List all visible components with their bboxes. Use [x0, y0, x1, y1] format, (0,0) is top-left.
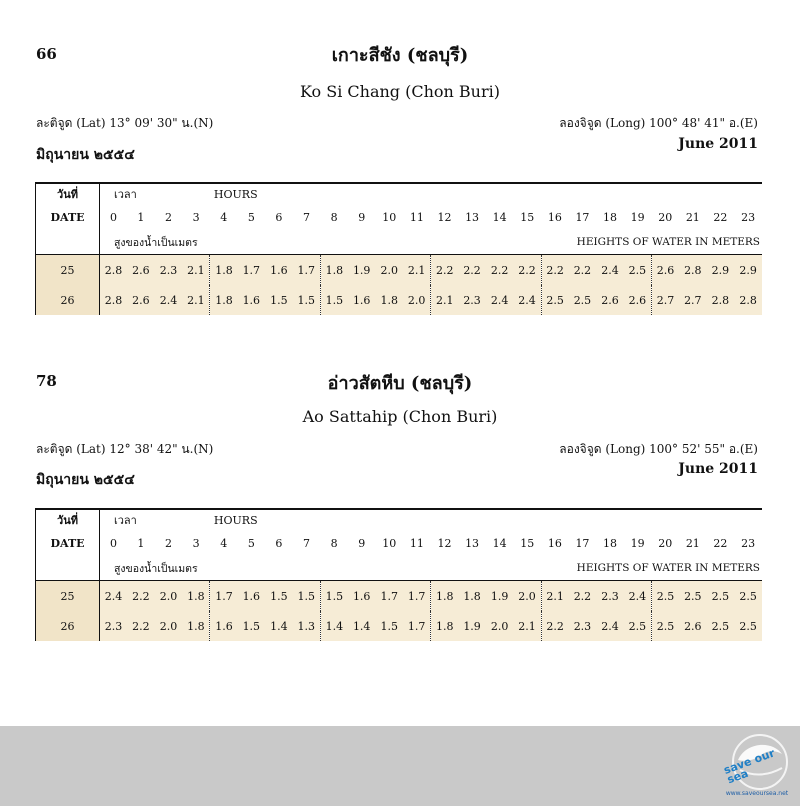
- height-value-cell: 1.7: [238, 255, 266, 286]
- hour-label: 3: [182, 530, 210, 556]
- height-value-cell: 2.4: [513, 285, 541, 315]
- hour-label: 23: [734, 530, 762, 556]
- hour-label: 1: [127, 530, 155, 556]
- hours-header: HOURS: [210, 183, 762, 204]
- hour-label: 23: [734, 204, 762, 230]
- height-value-cell: 2.2: [127, 581, 155, 612]
- hour-label: 15: [513, 204, 541, 230]
- height-value-cell: 2.2: [458, 255, 486, 286]
- height-value-cell: 2.5: [624, 255, 652, 286]
- hour-label: 10: [375, 204, 403, 230]
- height-value-cell: 2.2: [569, 581, 597, 612]
- hour-label: 11: [403, 530, 431, 556]
- hour-label: 13: [458, 204, 486, 230]
- hours-row: [36, 204, 763, 230]
- height-value-cell: 2.0: [155, 581, 183, 612]
- hour-label: 10: [375, 530, 403, 556]
- height-value-cell: 1.5: [320, 285, 348, 315]
- hour-label: 7: [293, 204, 321, 230]
- height-value-cell: 2.5: [734, 611, 762, 641]
- height-value-cell: 1.7: [403, 581, 431, 612]
- date-cell: 26: [36, 611, 100, 641]
- hour-label: 4: [210, 204, 238, 230]
- month-english: June 2011: [678, 461, 758, 477]
- height-value-cell: 2.5: [569, 285, 597, 315]
- hour-label: 11: [403, 204, 431, 230]
- height-value-cell: 2.1: [182, 255, 210, 286]
- height-value-cell: 2.8: [707, 285, 735, 315]
- header-row-top: [36, 509, 763, 530]
- page-number: 66: [36, 45, 57, 63]
- height-value-cell: 1.8: [210, 255, 238, 286]
- height-value-cell: 1.7: [210, 581, 238, 612]
- date-header-english: DATE: [36, 530, 100, 556]
- height-value-cell: 2.6: [679, 611, 707, 641]
- longitude-label: ลองจิจูด (Long) 100° 52' 55" อ.(E): [559, 442, 758, 456]
- height-value-cell: 2.5: [541, 285, 569, 315]
- height-value-cell: 1.6: [348, 581, 376, 612]
- height-value-cell: 1.5: [375, 611, 403, 641]
- height-label-row: [36, 556, 763, 581]
- height-value-cell: 1.5: [320, 581, 348, 612]
- hour-label: 21: [679, 204, 707, 230]
- height-value-cell: 2.5: [707, 581, 735, 612]
- hour-label: 0: [100, 204, 128, 230]
- height-value-cell: 2.3: [100, 611, 128, 641]
- hour-label: 16: [541, 530, 569, 556]
- date-header-thai: วันที่: [36, 509, 100, 530]
- height-value-cell: 2.6: [596, 285, 624, 315]
- height-value-cell: 2.3: [458, 285, 486, 315]
- height-value-cell: 1.6: [238, 285, 266, 315]
- height-value-cell: 2.2: [541, 611, 569, 641]
- hour-label: 22: [707, 204, 735, 230]
- hour-label: 5: [238, 530, 266, 556]
- height-value-cell: 1.7: [375, 581, 403, 612]
- hour-label: 18: [596, 204, 624, 230]
- hour-label: 12: [431, 204, 459, 230]
- height-value-cell: 2.0: [155, 611, 183, 641]
- table-row: [36, 611, 763, 641]
- hour-label: 19: [624, 530, 652, 556]
- hour-label: 3: [182, 204, 210, 230]
- height-value-cell: 2.6: [651, 255, 679, 286]
- height-value-cell: 2.0: [513, 581, 541, 612]
- hour-label: 2: [155, 204, 183, 230]
- height-value-cell: 2.5: [679, 581, 707, 612]
- month-thai: มิถุนายน ๒๕๕๔: [36, 147, 135, 163]
- hour-label: 7: [293, 530, 321, 556]
- hour-label: 9: [348, 204, 376, 230]
- height-value-cell: 1.8: [458, 581, 486, 612]
- hour-label: 18: [596, 530, 624, 556]
- height-value-cell: 2.1: [541, 581, 569, 612]
- height-value-cell: 2.2: [431, 255, 459, 286]
- height-value-cell: 1.7: [293, 255, 321, 286]
- height-value-cell: 1.8: [431, 581, 459, 612]
- height-value-cell: 1.6: [348, 285, 376, 315]
- height-value-cell: 1.9: [486, 581, 514, 612]
- height-value-cell: 1.6: [265, 255, 293, 286]
- hour-label: 22: [707, 530, 735, 556]
- hour-label: 21: [679, 530, 707, 556]
- height-value-cell: 2.4: [155, 285, 183, 315]
- hour-label: 2: [155, 530, 183, 556]
- height-value-cell: 2.4: [486, 285, 514, 315]
- height-value-cell: 1.6: [238, 581, 266, 612]
- hour-label: 14: [486, 204, 514, 230]
- height-value-cell: 2.4: [100, 581, 128, 612]
- hour-label: 6: [265, 530, 293, 556]
- height-value-cell: 2.5: [651, 581, 679, 612]
- hour-label: 17: [569, 530, 597, 556]
- hour-label: 4: [210, 530, 238, 556]
- height-value-cell: 2.4: [596, 255, 624, 286]
- hour-label: 8: [320, 530, 348, 556]
- height-value-cell: 1.4: [265, 611, 293, 641]
- hour-label: 17: [569, 204, 597, 230]
- hour-label: 15: [513, 530, 541, 556]
- date-header-thai: วันที่: [36, 183, 100, 204]
- height-value-cell: 1.5: [265, 285, 293, 315]
- header-row-top: [36, 183, 763, 204]
- hour-label: 6: [265, 204, 293, 230]
- height-value-cell: 2.7: [679, 285, 707, 315]
- height-header-thai: สูงของน้ำเป็นเมตร: [100, 230, 431, 255]
- height-value-cell: 1.5: [238, 611, 266, 641]
- hour-label: 12: [431, 530, 459, 556]
- height-value-cell: 2.3: [569, 611, 597, 641]
- height-value-cell: 2.0: [403, 285, 431, 315]
- height-value-cell: 2.5: [734, 581, 762, 612]
- height-value-cell: 1.3: [293, 611, 321, 641]
- latitude-label: ละติจูด (Lat) 13° 09' 30" น.(N): [36, 116, 214, 130]
- height-value-cell: 2.2: [127, 611, 155, 641]
- height-value-cell: 1.7: [403, 611, 431, 641]
- date-header-english: DATE: [36, 204, 100, 230]
- hour-label: 5: [238, 204, 266, 230]
- height-value-cell: 2.7: [651, 285, 679, 315]
- height-value-cell: 2.0: [486, 611, 514, 641]
- station-title-thai: อ่าวสัตหีบ (ชลบุรี): [327, 373, 473, 394]
- height-value-cell: 1.8: [320, 255, 348, 286]
- hours-header: HOURS: [210, 509, 762, 530]
- height-header-english: HEIGHTS OF WATER IN METERS: [431, 556, 762, 581]
- height-value-cell: 2.9: [734, 255, 762, 286]
- hour-label: 9: [348, 530, 376, 556]
- date-cell: 25: [36, 255, 100, 286]
- height-value-cell: 2.1: [513, 611, 541, 641]
- height-value-cell: 1.9: [348, 255, 376, 286]
- height-value-cell: 2.0: [375, 255, 403, 286]
- hour-label: 1: [127, 204, 155, 230]
- logo-url: www.saveoursea.net: [725, 790, 789, 797]
- height-value-cell: 2.5: [651, 611, 679, 641]
- height-value-cell: 1.8: [431, 611, 459, 641]
- height-value-cell: 2.2: [513, 255, 541, 286]
- height-header-thai: สูงของน้ำเป็นเมตร: [100, 556, 431, 581]
- height-value-cell: 1.8: [375, 285, 403, 315]
- hour-label: 0: [100, 530, 128, 556]
- height-value-cell: 2.8: [679, 255, 707, 286]
- height-value-cell: 1.5: [293, 285, 321, 315]
- height-value-cell: 1.8: [182, 611, 210, 641]
- height-value-cell: 1.6: [210, 611, 238, 641]
- time-header-thai: เวลา: [100, 509, 210, 530]
- date-cell: 25: [36, 581, 100, 612]
- height-value-cell: 2.8: [100, 285, 128, 315]
- longitude-label: ลองจิจูด (Long) 100° 48' 41" อ.(E): [559, 116, 758, 130]
- logo-text: save our sea: [722, 746, 777, 787]
- hour-label: 13: [458, 530, 486, 556]
- height-header-english: HEIGHTS OF WATER IN METERS: [431, 230, 762, 255]
- height-value-cell: 2.2: [486, 255, 514, 286]
- height-value-cell: 1.5: [265, 581, 293, 612]
- hour-label: 8: [320, 204, 348, 230]
- height-value-cell: 2.5: [624, 611, 652, 641]
- date-blank-cell: [36, 556, 100, 581]
- station-title-english: Ao Sattahip (Chon Buri): [302, 407, 498, 426]
- height-value-cell: 1.8: [182, 581, 210, 612]
- height-value-cell: 2.6: [624, 285, 652, 315]
- page-number: 78: [36, 372, 57, 390]
- hour-label: 20: [651, 530, 679, 556]
- tide-table: [35, 508, 762, 641]
- height-value-cell: 1.5: [293, 581, 321, 612]
- save-our-sea-logo: [720, 730, 794, 800]
- height-value-cell: 1.4: [320, 611, 348, 641]
- station-title-english: Ko Si Chang (Chon Buri): [299, 82, 500, 101]
- month-thai: มิถุนายน ๒๕๕๔: [36, 472, 135, 488]
- height-value-cell: 2.9: [707, 255, 735, 286]
- table-row: [36, 255, 763, 286]
- height-value-cell: 2.3: [155, 255, 183, 286]
- table-row: [36, 285, 763, 315]
- height-value-cell: 2.3: [596, 581, 624, 612]
- latitude-label: ละติจูด (Lat) 12° 38' 42" น.(N): [36, 442, 214, 456]
- height-value-cell: 2.4: [624, 581, 652, 612]
- tide-table: [35, 182, 762, 315]
- date-blank-cell: [36, 230, 100, 255]
- height-value-cell: 2.8: [734, 285, 762, 315]
- height-value-cell: 2.6: [127, 285, 155, 315]
- height-value-cell: 2.6: [127, 255, 155, 286]
- date-cell: 26: [36, 285, 100, 315]
- height-value-cell: 2.1: [403, 255, 431, 286]
- height-value-cell: 2.4: [596, 611, 624, 641]
- hour-label: 16: [541, 204, 569, 230]
- height-value-cell: 1.4: [348, 611, 376, 641]
- station-title-thai: เกาะสีชัง (ชลบุรี): [331, 45, 469, 66]
- height-value-cell: 2.5: [707, 611, 735, 641]
- height-value-cell: 1.9: [458, 611, 486, 641]
- footer-band: [0, 726, 800, 806]
- table-row: [36, 581, 763, 612]
- hour-label: 14: [486, 530, 514, 556]
- height-value-cell: 2.8: [100, 255, 128, 286]
- hours-row: [36, 530, 763, 556]
- height-value-cell: 1.8: [210, 285, 238, 315]
- height-value-cell: 2.2: [569, 255, 597, 286]
- hour-label: 20: [651, 204, 679, 230]
- height-value-cell: 2.2: [541, 255, 569, 286]
- month-english: June 2011: [678, 136, 758, 152]
- height-value-cell: 2.1: [182, 285, 210, 315]
- hour-label: 19: [624, 204, 652, 230]
- time-header-thai: เวลา: [100, 183, 210, 204]
- height-value-cell: 2.1: [431, 285, 459, 315]
- height-label-row: [36, 230, 763, 255]
